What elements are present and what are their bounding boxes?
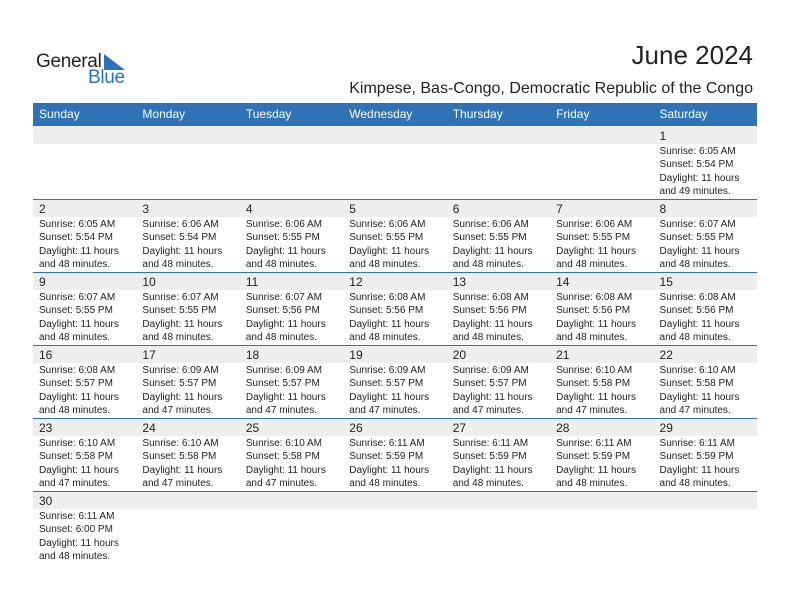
- daylight-minutes-text: and 48 minutes.: [452, 332, 524, 344]
- day-cell: [654, 199, 757, 272]
- sunset-text: Sunset: 5:57 PM: [39, 378, 113, 390]
- daylight-text: Daylight: 11 hours: [142, 464, 223, 476]
- daylight-minutes-text: and 48 minutes.: [452, 259, 524, 271]
- sunrise-text: Sunrise: 6:08 AM: [349, 292, 426, 303]
- daylight-minutes-text: and 47 minutes.: [245, 478, 318, 490]
- daylight-minutes-text: and 47 minutes.: [659, 405, 731, 417]
- daylight-text: Daylight: 11 hours: [39, 245, 119, 257]
- sunrise-text: Sunrise: 6:06 AM: [142, 219, 219, 230]
- daylight-minutes-text: and 47 minutes.: [142, 405, 214, 417]
- daylight-text: Daylight: 11 hours: [245, 464, 326, 476]
- sunrise-text: Sunrise: 6:09 AM: [142, 365, 219, 376]
- day-cell: [33, 491, 136, 564]
- sunset-text: Sunset: 5:55 PM: [659, 232, 734, 244]
- day-number: 15: [659, 275, 673, 289]
- empty-day-cell: [136, 491, 239, 564]
- daylight-text: Daylight: 11 hours: [659, 245, 740, 257]
- weekday-thursday: Thursday: [452, 107, 503, 121]
- empty-day-cell: [343, 491, 446, 564]
- daylight-text: Daylight: 11 hours: [39, 318, 119, 330]
- day-number: 27: [452, 421, 467, 435]
- daylight-minutes-text: and 48 minutes.: [142, 332, 214, 344]
- daylight-minutes-text: and 47 minutes.: [142, 478, 214, 490]
- empty-day-cell: [654, 491, 757, 564]
- daylight-minutes-text: and 48 minutes.: [659, 332, 731, 344]
- day-number: 14: [556, 275, 570, 289]
- sunrise-text: Sunrise: 6:06 AM: [556, 219, 633, 230]
- day-number: 20: [452, 348, 467, 362]
- sunset-text: Sunset: 5:57 PM: [245, 378, 320, 390]
- sunset-text: Sunset: 5:55 PM: [142, 305, 217, 317]
- day-cell: [654, 418, 757, 491]
- daylight-text: Daylight: 11 hours: [349, 245, 430, 257]
- day-number: 10: [142, 275, 156, 289]
- day-cell: [654, 272, 757, 345]
- day-cell: [33, 418, 136, 491]
- sunrise-text: Sunrise: 6:11 AM: [39, 511, 115, 522]
- day-number: 3: [142, 202, 150, 216]
- daylight-text: Daylight: 11 hours: [349, 464, 430, 476]
- day-cell: [654, 126, 757, 199]
- sunset-text: Sunset: 5:54 PM: [39, 232, 113, 244]
- daylight-minutes-text: and 47 minutes.: [556, 405, 628, 417]
- weekday-friday: Friday: [556, 107, 590, 121]
- sunset-text: Sunset: 5:56 PM: [659, 305, 734, 317]
- day-number: 19: [349, 348, 363, 362]
- day-number: 7: [556, 202, 563, 216]
- day-number: 26: [349, 421, 363, 435]
- day-cell: [550, 199, 653, 272]
- daylight-text: Daylight: 11 hours: [452, 391, 533, 403]
- sunrise-text: Sunrise: 6:08 AM: [659, 292, 736, 303]
- sunrise-text: Sunrise: 6:10 AM: [659, 365, 736, 376]
- weekday-wednesday: Wednesday: [349, 107, 413, 121]
- day-cell: [33, 345, 136, 418]
- sunset-text: Sunset: 5:54 PM: [659, 159, 734, 171]
- sunset-text: Sunset: 5:56 PM: [556, 305, 631, 317]
- day-cell: [447, 418, 550, 491]
- week-row: [33, 345, 757, 418]
- day-cell: [343, 199, 446, 272]
- day-cell: [550, 272, 653, 345]
- daylight-text: Daylight: 11 hours: [245, 318, 326, 330]
- logo-text-blue: Blue: [88, 67, 125, 88]
- day-cell: [447, 272, 550, 345]
- week-row: [33, 199, 757, 272]
- day-number: 18: [245, 348, 260, 362]
- sunrise-text: Sunrise: 6:09 AM: [245, 365, 322, 376]
- day-number: 23: [39, 421, 53, 435]
- daylight-text: Daylight: 11 hours: [659, 172, 740, 184]
- sunset-text: Sunset: 5:55 PM: [349, 232, 424, 244]
- daylight-minutes-text: and 48 minutes.: [556, 478, 628, 490]
- logo-text-general: General: [36, 51, 102, 72]
- sunrise-text: Sunrise: 6:08 AM: [452, 292, 529, 303]
- sunset-text: Sunset: 5:58 PM: [659, 378, 734, 390]
- sunset-text: Sunset: 5:55 PM: [452, 232, 527, 244]
- day-cell: [343, 418, 446, 491]
- day-number: 30: [39, 494, 53, 508]
- day-number: 29: [659, 421, 673, 435]
- sunrise-text: Sunrise: 6:08 AM: [556, 292, 633, 303]
- sunset-text: Sunset: 5:56 PM: [349, 305, 424, 317]
- daylight-text: Daylight: 11 hours: [39, 391, 119, 403]
- weekday-tuesday: Tuesday: [245, 107, 292, 121]
- sunrise-text: Sunrise: 6:08 AM: [39, 365, 116, 376]
- day-cell: [136, 272, 239, 345]
- daylight-minutes-text: and 48 minutes.: [142, 259, 214, 271]
- empty-day-cell: [136, 126, 239, 199]
- location-subtitle: Kimpese, Bas-Congo, Democratic Republic of the Congo: [349, 80, 753, 97]
- day-number: 21: [556, 348, 570, 362]
- daylight-minutes-text: and 48 minutes.: [452, 478, 524, 490]
- empty-day-cell: [447, 126, 550, 199]
- day-cell: [240, 199, 343, 272]
- week-row: [33, 491, 757, 564]
- logo: [36, 52, 136, 88]
- day-number: 5: [349, 202, 356, 216]
- sunrise-text: Sunrise: 6:07 AM: [659, 219, 736, 230]
- sunset-text: Sunset: 5:56 PM: [452, 305, 527, 317]
- day-number: 12: [349, 275, 363, 289]
- day-cell: [654, 345, 757, 418]
- daylight-text: Daylight: 11 hours: [452, 318, 533, 330]
- calendar-weeks: [33, 126, 757, 564]
- weekday-monday: Monday: [142, 107, 186, 121]
- sunrise-text: Sunrise: 6:11 AM: [659, 438, 735, 449]
- day-cell: [550, 345, 653, 418]
- daylight-minutes-text: and 48 minutes.: [349, 332, 421, 344]
- sunrise-text: Sunrise: 6:10 AM: [39, 438, 116, 449]
- daylight-minutes-text: and 47 minutes.: [245, 405, 318, 417]
- sunrise-text: Sunrise: 6:10 AM: [245, 438, 322, 449]
- day-number: 25: [245, 421, 260, 435]
- daylight-text: Daylight: 11 hours: [142, 391, 223, 403]
- weekday-sunday: Sunday: [39, 107, 80, 121]
- sunset-text: Sunset: 5:58 PM: [245, 451, 320, 463]
- daylight-minutes-text: and 48 minutes.: [349, 478, 421, 490]
- sunrise-text: Sunrise: 6:06 AM: [245, 219, 322, 230]
- empty-day-cell: [343, 126, 446, 199]
- day-number: 4: [245, 202, 253, 216]
- daylight-text: Daylight: 11 hours: [556, 245, 636, 257]
- sunset-text: Sunset: 5:55 PM: [245, 232, 320, 244]
- daylight-minutes-text: and 48 minutes.: [39, 405, 111, 417]
- sunset-text: Sunset: 5:59 PM: [659, 451, 734, 463]
- day-number: 16: [39, 348, 53, 362]
- sunrise-text: Sunrise: 6:09 AM: [349, 365, 426, 376]
- daylight-text: Daylight: 11 hours: [556, 318, 636, 330]
- daylight-minutes-text: and 48 minutes.: [245, 259, 318, 271]
- daylight-minutes-text: and 48 minutes.: [245, 332, 318, 344]
- daylight-minutes-text: and 48 minutes.: [39, 332, 111, 344]
- calendar: [33, 103, 757, 564]
- weekday-saturday: Saturday: [659, 107, 708, 121]
- day-cell: [33, 272, 136, 345]
- empty-day-cell: [240, 491, 343, 564]
- sunrise-text: Sunrise: 6:06 AM: [349, 219, 426, 230]
- daylight-text: Daylight: 11 hours: [39, 537, 119, 549]
- empty-day-cell: [240, 126, 343, 199]
- sunset-text: Sunset: 5:54 PM: [142, 232, 217, 244]
- sunrise-text: Sunrise: 6:05 AM: [659, 146, 736, 157]
- sunset-text: Sunset: 5:58 PM: [142, 451, 217, 463]
- sunset-text: Sunset: 5:59 PM: [349, 451, 424, 463]
- week-row: [33, 418, 757, 491]
- empty-day-cell: [33, 126, 136, 199]
- sunset-text: Sunset: 5:57 PM: [142, 378, 217, 390]
- daylight-minutes-text: and 48 minutes.: [556, 332, 628, 344]
- sunrise-text: Sunrise: 6:10 AM: [556, 365, 633, 376]
- sunrise-text: Sunrise: 6:11 AM: [452, 438, 529, 449]
- daylight-minutes-text: and 48 minutes.: [349, 259, 421, 271]
- daylight-minutes-text: and 47 minutes.: [39, 478, 111, 490]
- sunset-text: Sunset: 6:00 PM: [39, 524, 113, 536]
- daylight-text: Daylight: 11 hours: [659, 318, 740, 330]
- day-cell: [240, 272, 343, 345]
- sunset-text: Sunset: 5:59 PM: [452, 451, 527, 463]
- daylight-minutes-text: and 48 minutes.: [659, 259, 731, 271]
- sunset-text: Sunset: 5:55 PM: [556, 232, 631, 244]
- daylight-minutes-text: and 47 minutes.: [452, 405, 524, 417]
- day-cell: [136, 199, 239, 272]
- day-cell: [447, 345, 550, 418]
- empty-day-cell: [447, 491, 550, 564]
- daylight-text: Daylight: 11 hours: [245, 245, 326, 257]
- sunrise-text: Sunrise: 6:07 AM: [39, 292, 116, 303]
- daylight-text: Daylight: 11 hours: [452, 245, 533, 257]
- day-number: 6: [452, 202, 460, 216]
- weekday-header: [33, 103, 757, 126]
- daylight-minutes-text: and 48 minutes.: [659, 478, 731, 490]
- day-number: 22: [659, 348, 673, 362]
- daylight-text: Daylight: 11 hours: [659, 464, 740, 476]
- day-cell: [447, 199, 550, 272]
- day-cell: [33, 199, 136, 272]
- daylight-text: Daylight: 11 hours: [349, 318, 430, 330]
- day-number: 1: [659, 129, 667, 143]
- day-cell: [343, 272, 446, 345]
- day-cell: [240, 418, 343, 491]
- day-number: 2: [39, 202, 46, 216]
- day-number: 24: [142, 421, 156, 435]
- empty-day-cell: [550, 126, 653, 199]
- daylight-text: Daylight: 11 hours: [245, 391, 326, 403]
- sunrise-text: Sunrise: 6:06 AM: [452, 219, 529, 230]
- day-cell: [240, 345, 343, 418]
- page-title: June 2024: [631, 40, 753, 70]
- sunset-text: Sunset: 5:59 PM: [556, 451, 631, 463]
- sunset-text: Sunset: 5:58 PM: [39, 451, 113, 463]
- sunrise-text: Sunrise: 6:05 AM: [39, 219, 116, 230]
- day-number: 17: [142, 348, 156, 362]
- day-number: 8: [659, 202, 667, 216]
- daylight-minutes-text: and 47 minutes.: [349, 405, 421, 417]
- daylight-text: Daylight: 11 hours: [452, 464, 533, 476]
- daylight-minutes-text: and 48 minutes.: [39, 551, 111, 563]
- week-row: [33, 126, 757, 199]
- week-row: [33, 272, 757, 345]
- day-cell: [343, 345, 446, 418]
- daylight-text: Daylight: 11 hours: [142, 245, 223, 257]
- sunset-text: Sunset: 5:57 PM: [452, 378, 527, 390]
- day-number: 13: [452, 275, 467, 289]
- sunset-text: Sunset: 5:56 PM: [245, 305, 320, 317]
- day-cell: [136, 345, 239, 418]
- daylight-text: Daylight: 11 hours: [556, 391, 636, 403]
- empty-day-cell: [550, 491, 653, 564]
- sunrise-text: Sunrise: 6:10 AM: [142, 438, 219, 449]
- day-cell: [136, 418, 239, 491]
- day-number: 28: [556, 421, 570, 435]
- day-number: 11: [245, 275, 259, 289]
- sunset-text: Sunset: 5:58 PM: [556, 378, 631, 390]
- sunset-text: Sunset: 5:55 PM: [39, 305, 113, 317]
- daylight-minutes-text: and 48 minutes.: [39, 259, 111, 271]
- daylight-minutes-text: and 49 minutes.: [659, 186, 731, 198]
- daylight-text: Daylight: 11 hours: [556, 464, 636, 476]
- day-number: 9: [39, 275, 46, 289]
- sunrise-text: Sunrise: 6:09 AM: [452, 365, 529, 376]
- daylight-minutes-text: and 48 minutes.: [556, 259, 628, 271]
- daylight-text: Daylight: 11 hours: [39, 464, 119, 476]
- sunrise-text: Sunrise: 6:07 AM: [142, 292, 219, 303]
- sunset-text: Sunset: 5:57 PM: [349, 378, 424, 390]
- daylight-text: Daylight: 11 hours: [142, 318, 223, 330]
- daylight-text: Daylight: 11 hours: [659, 391, 740, 403]
- day-cell: [550, 418, 653, 491]
- daylight-text: Daylight: 11 hours: [349, 391, 430, 403]
- sunrise-text: Sunrise: 6:11 AM: [349, 438, 425, 449]
- sunrise-text: Sunrise: 6:07 AM: [245, 292, 322, 303]
- sunrise-text: Sunrise: 6:11 AM: [556, 438, 632, 449]
